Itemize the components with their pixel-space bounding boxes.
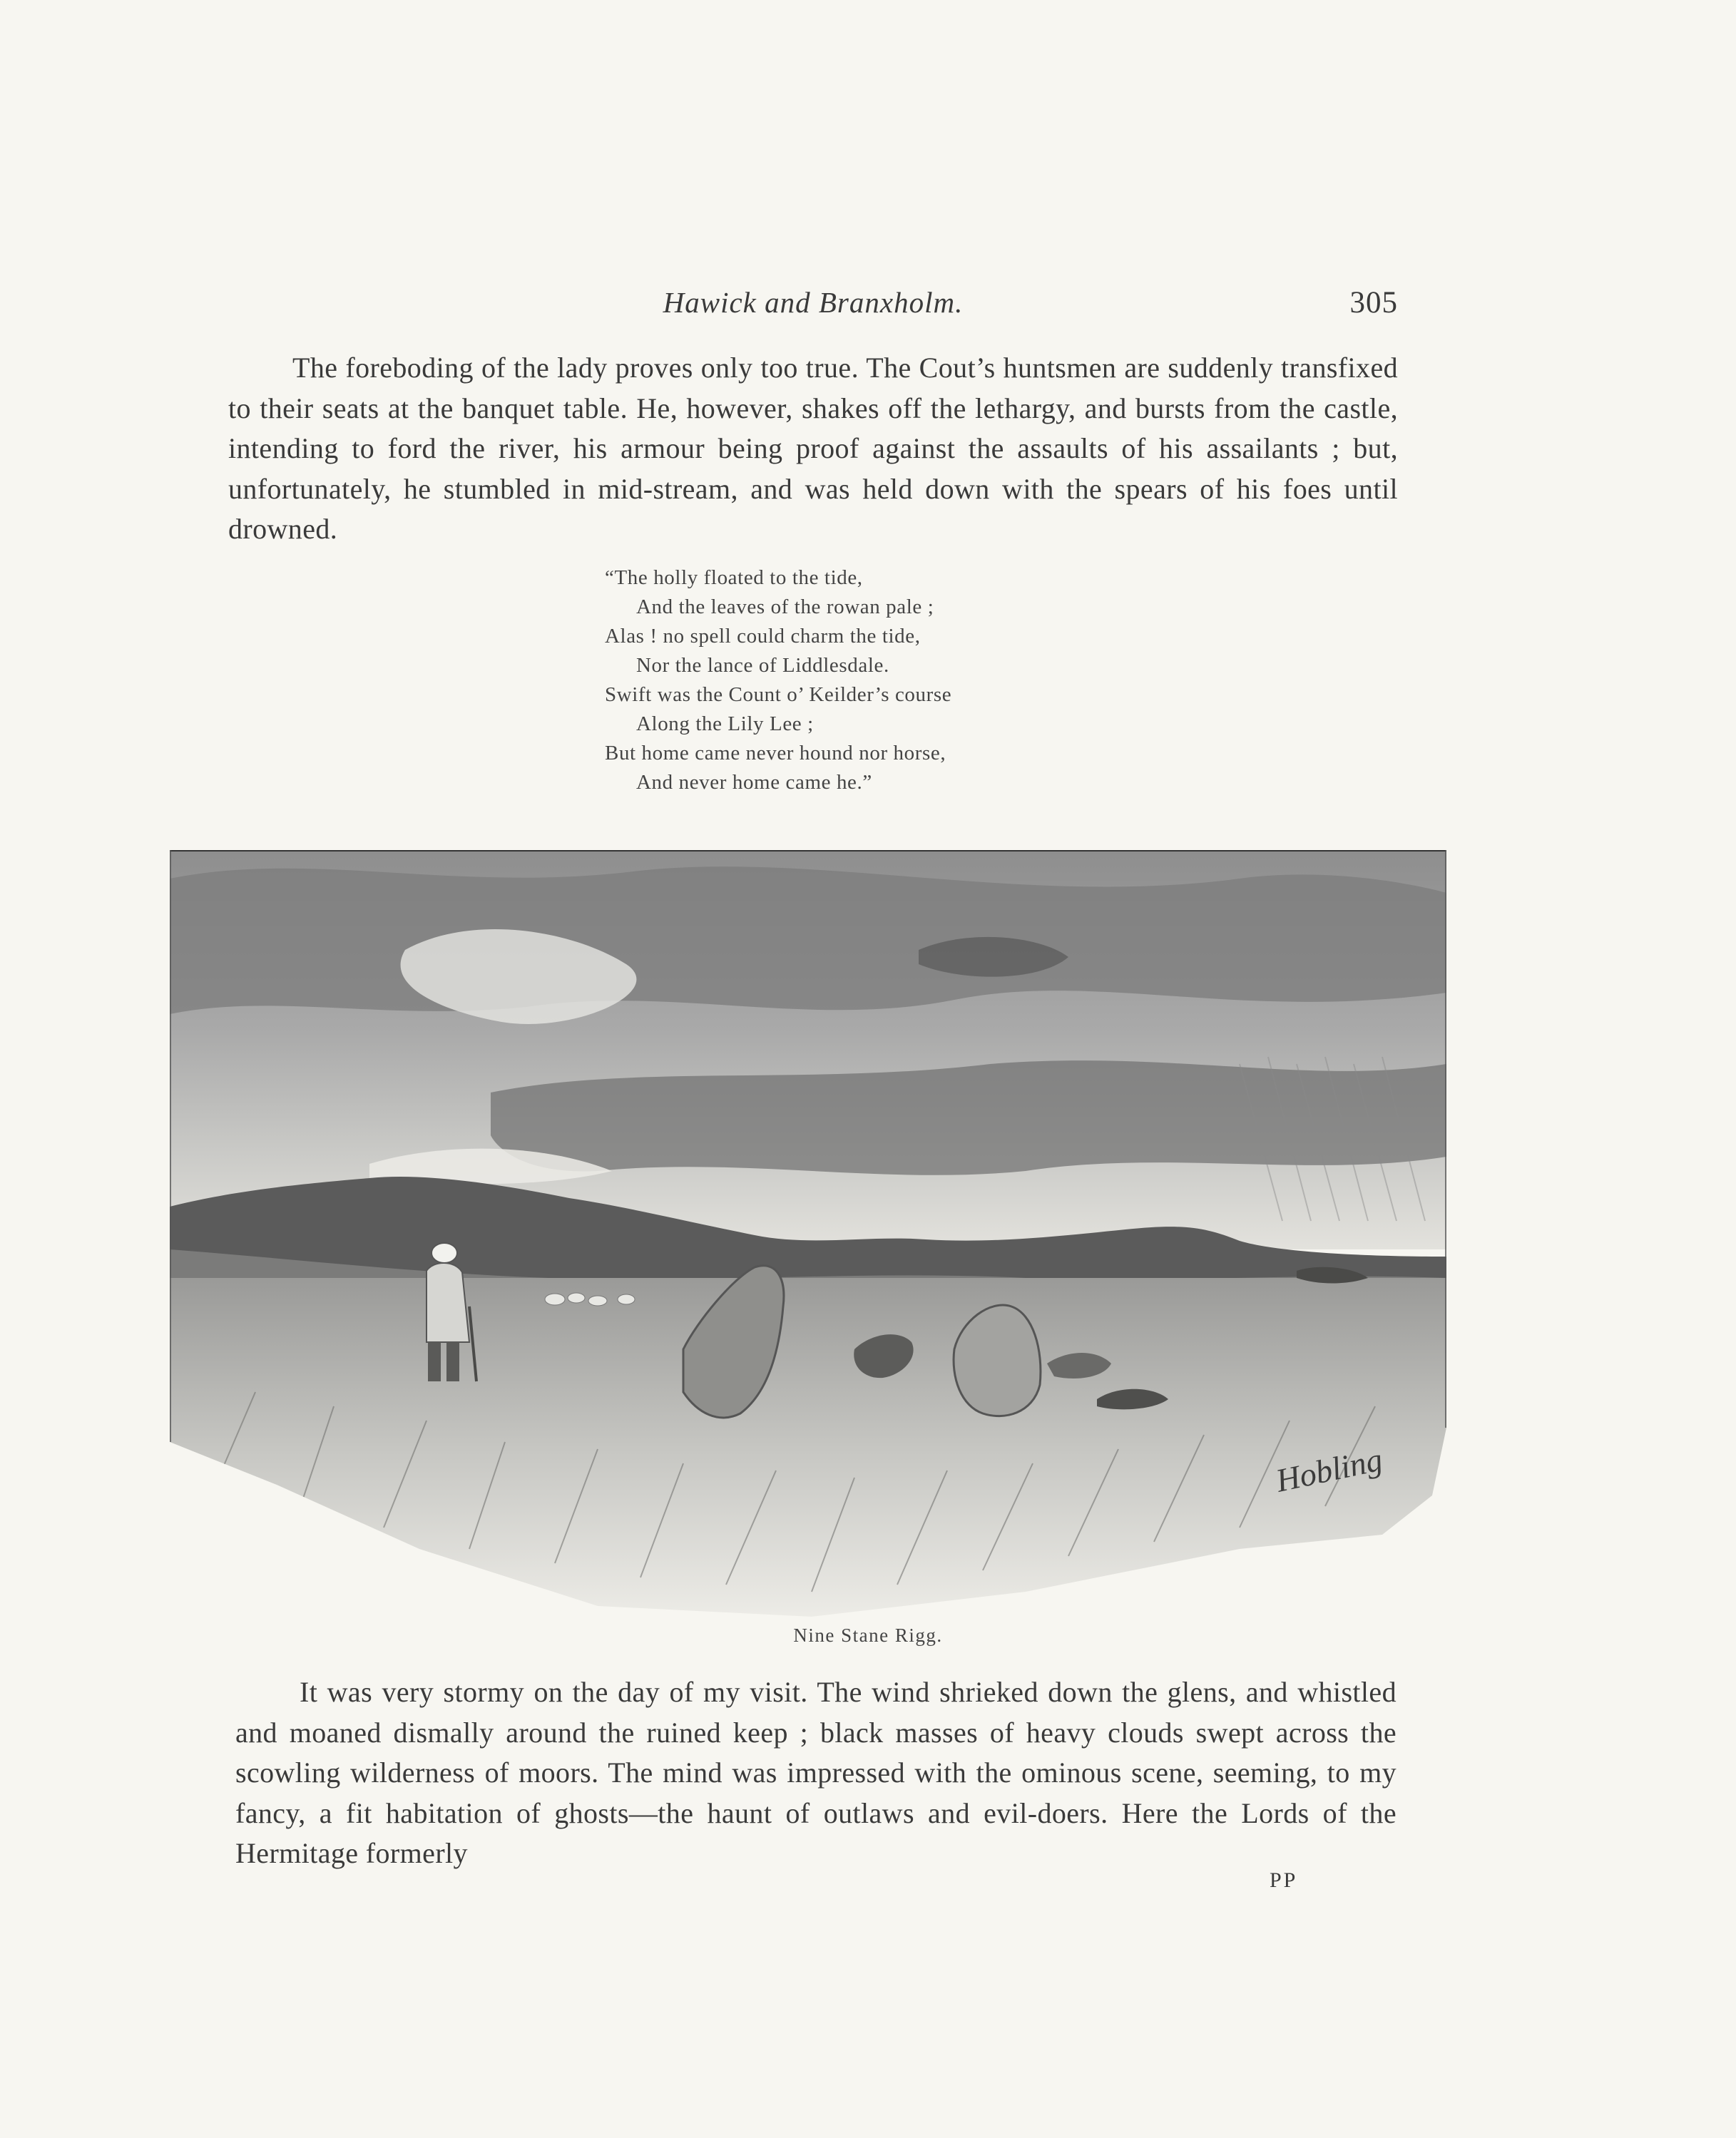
poem-stanza [605,563,1104,797]
poem-line: But home came never hound nor horse, [605,742,946,764]
poem-line: Along the Lily Lee ; [636,712,814,735]
running-head [228,285,1398,328]
storm-cloud [491,1060,1446,1175]
running-title: Hawick and Branxholm. [663,286,964,319]
signature-mark: PP [1270,1868,1298,1892]
poem-line: Swift was the Count o’ Keilder’s course [605,683,952,706]
poem-line: “The holly floated to the tide, [605,566,863,589]
poem-line: Alas ! no spell could charm the tide, [605,625,921,648]
landscape-illustration [170,850,1446,1627]
paragraph-2-text: It was very stormy on the day of my visit. The wind shrieked down the glens, and whistled and moaned dismally around the ruined keep ; black masses of heavy clouds swept across the scowling wilderness of moors. The mind was impressed with the ominous scene, seeming, to my fancy, a fit habitation of ghosts—the haunt of outlaws and evil-doers. Here the Lords of the Hermitage formerly [235,1676,1397,1869]
storm-cloud [170,866,1446,1014]
artist-signature: Hobling [1272,1441,1386,1499]
paragraph-2 [235,1672,1397,1874]
page-number: 305 [1349,286,1398,319]
illustration-caption: Nine Stane Rigg. [793,1625,943,1646]
paragraph-1-text: The foreboding of the lady proves only too true. The Cout’s huntsmen are suddenly transfixed to their seats at the banquet table. He, however, shakes off the lethargy, and bursts from the castle, intending to ford the river, his armour being proof against the assaults of his assailants ; but, unfortunately, he stumbled in mid-stream, and was held down with the spears of his foes until drowned. [228,352,1398,545]
poem-line: And never home came he.” [636,771,872,794]
moorland [170,1278,1446,1627]
poem-line: And the leaves of the rowan pale ; [636,595,934,618]
poem-line: Nor the lance of Liddlesdale. [636,654,889,677]
paragraph-1 [228,348,1398,550]
